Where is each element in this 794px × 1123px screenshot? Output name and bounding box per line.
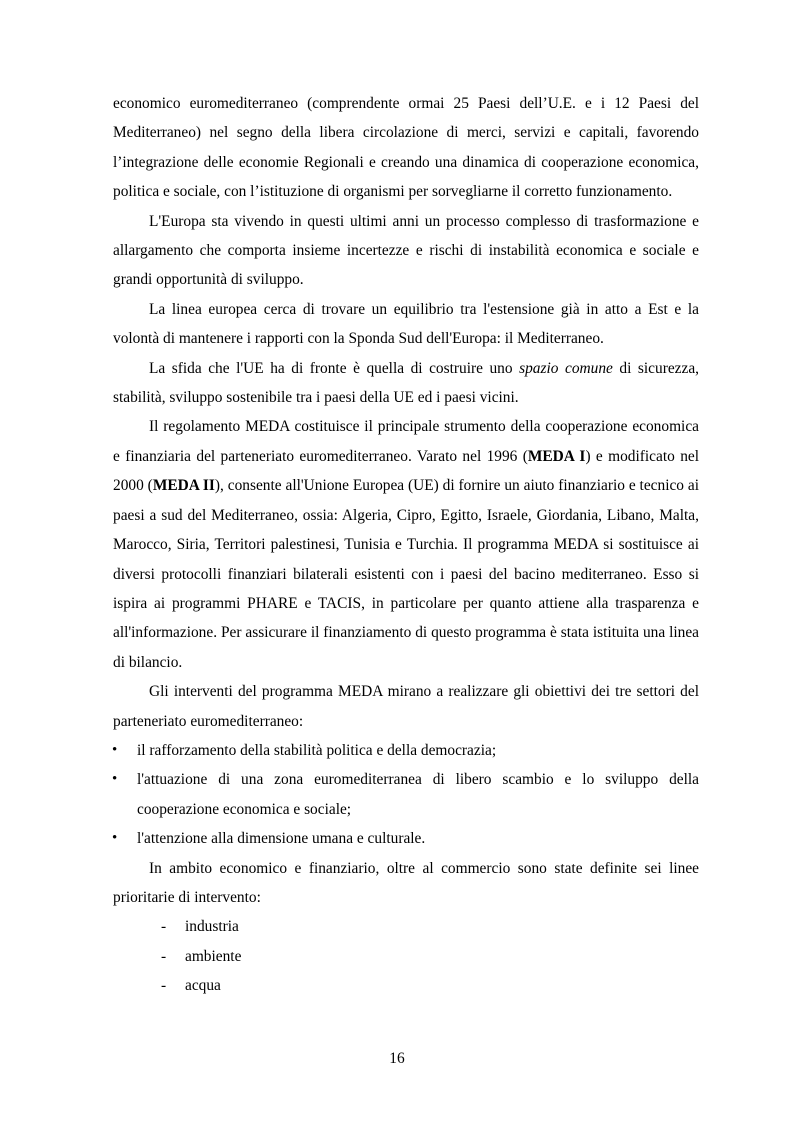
paragraph-meda-objectives: Gli interventi del programma MEDA mirano a realizzare gli obiettivi dei tre settori del parteneriato euromediterraneo:	[113, 683, 699, 730]
document-body	[113, 89, 699, 1001]
list-item	[113, 765, 699, 824]
list-item	[113, 942, 699, 971]
list-item	[113, 824, 699, 853]
list-item	[113, 971, 699, 1000]
meda-i-label: MEDA I	[527, 447, 586, 465]
list-item-text: industria	[185, 918, 239, 936]
paragraph-priority-lines: In ambito economico e finanziario, oltre al commercio sono state definite sei linee prioritarie di intervento:	[113, 859, 699, 906]
list-item-text: ambiente	[185, 947, 242, 965]
page-number: 16	[389, 1050, 405, 1067]
objectives-list	[113, 736, 699, 854]
meda-ii-label: MEDA II	[152, 477, 215, 495]
dash-icon: -	[161, 947, 167, 965]
challenge-text-start: La sfida che l'UE ha di fronte è quella di costruire uno	[149, 359, 520, 377]
paragraph-meda-regulation	[113, 412, 699, 677]
paragraph-cooperation: economico euromediterraneo (comprendente ormai 25 Paesi dell’U.E. e i 12 Paesi del Mediterraneo) nel segno della libera circolazione di merci, servizi e capitali, favorendo l’integrazione delle economie Regionali e creando una dinamica di cooperazione economica, politica e sociale, con l’istituzione di organismi per sorvegliarne il corretto funzionamento.	[113, 95, 699, 201]
dash-icon: -	[161, 918, 167, 936]
meda-text-part-3: ), consente all'Unione Europea (UE) di fornire un aiuto finanziario e tecnico ai paesi a sud del Mediterraneo, ossia: Algeria, Cipro, Egitto, Israele, Giordania, Libano, Malta, Marocco, Siria, Territori palestinesi, Tunisia e Turchia. Il programma MEDA si sostituisce ai diversi protocolli finanziari bilaterali esistenti con i paesi del bacino mediterraneo. Esso si ispira ai programmi PHARE e TACIS, in particolare per quanto attiene alla trasparenza e all'informazione. Per assicurare il finanziamento di questo programma è stata istituita una linea di bilancio.	[113, 477, 699, 671]
paragraph-european-line: La linea europea cerca di trovare un equilibrio tra l'estensione già in atto a Est e la volontà di mantenere i rapporti con la Sponda Sud dell'Europa: il Mediterraneo.	[113, 300, 699, 348]
bullet-icon: •	[112, 830, 118, 847]
meda-text-part-2: ) e modificato nel 2000 (	[113, 447, 699, 495]
meda-text-part-1: Il regolamento MEDA costituisce il principale strumento della cooperazione economica e finanziaria del parteneriato euromediterraneo. Varato nel 1996 (	[113, 418, 699, 465]
list-item	[113, 912, 699, 941]
paragraph-europe-transformation: L'Europa sta vivendo in questi ultimi anni un processo complesso di trasformazione e allargamento che comporta insieme incertezze e rischi di instabilità economica e sociale e grandi opportunità di sviluppo.	[113, 212, 699, 289]
list-item-text: l'attuazione di una zona euromediterranea di libero scambio e lo sviluppo della cooperazione economica e sociale;	[137, 771, 699, 818]
challenge-text-end: di sicurezza, stabilità, sviluppo sostenibile tra i paesi della UE ed i paesi vicini.	[113, 359, 699, 407]
list-item-text: l'attenzione alla dimensione umana e culturale.	[137, 830, 426, 848]
bullet-icon: •	[112, 741, 118, 758]
priority-lines-list	[113, 912, 699, 1000]
list-item	[113, 736, 699, 765]
dash-icon: -	[161, 977, 167, 995]
paragraph-challenge	[113, 354, 699, 413]
emphasis-spazio-comune: spazio comune	[519, 359, 613, 377]
list-item-text: il rafforzamento della stabilità politica e della democrazia;	[137, 741, 497, 759]
bullet-icon: •	[112, 771, 118, 788]
list-item-text: acqua	[185, 977, 221, 995]
